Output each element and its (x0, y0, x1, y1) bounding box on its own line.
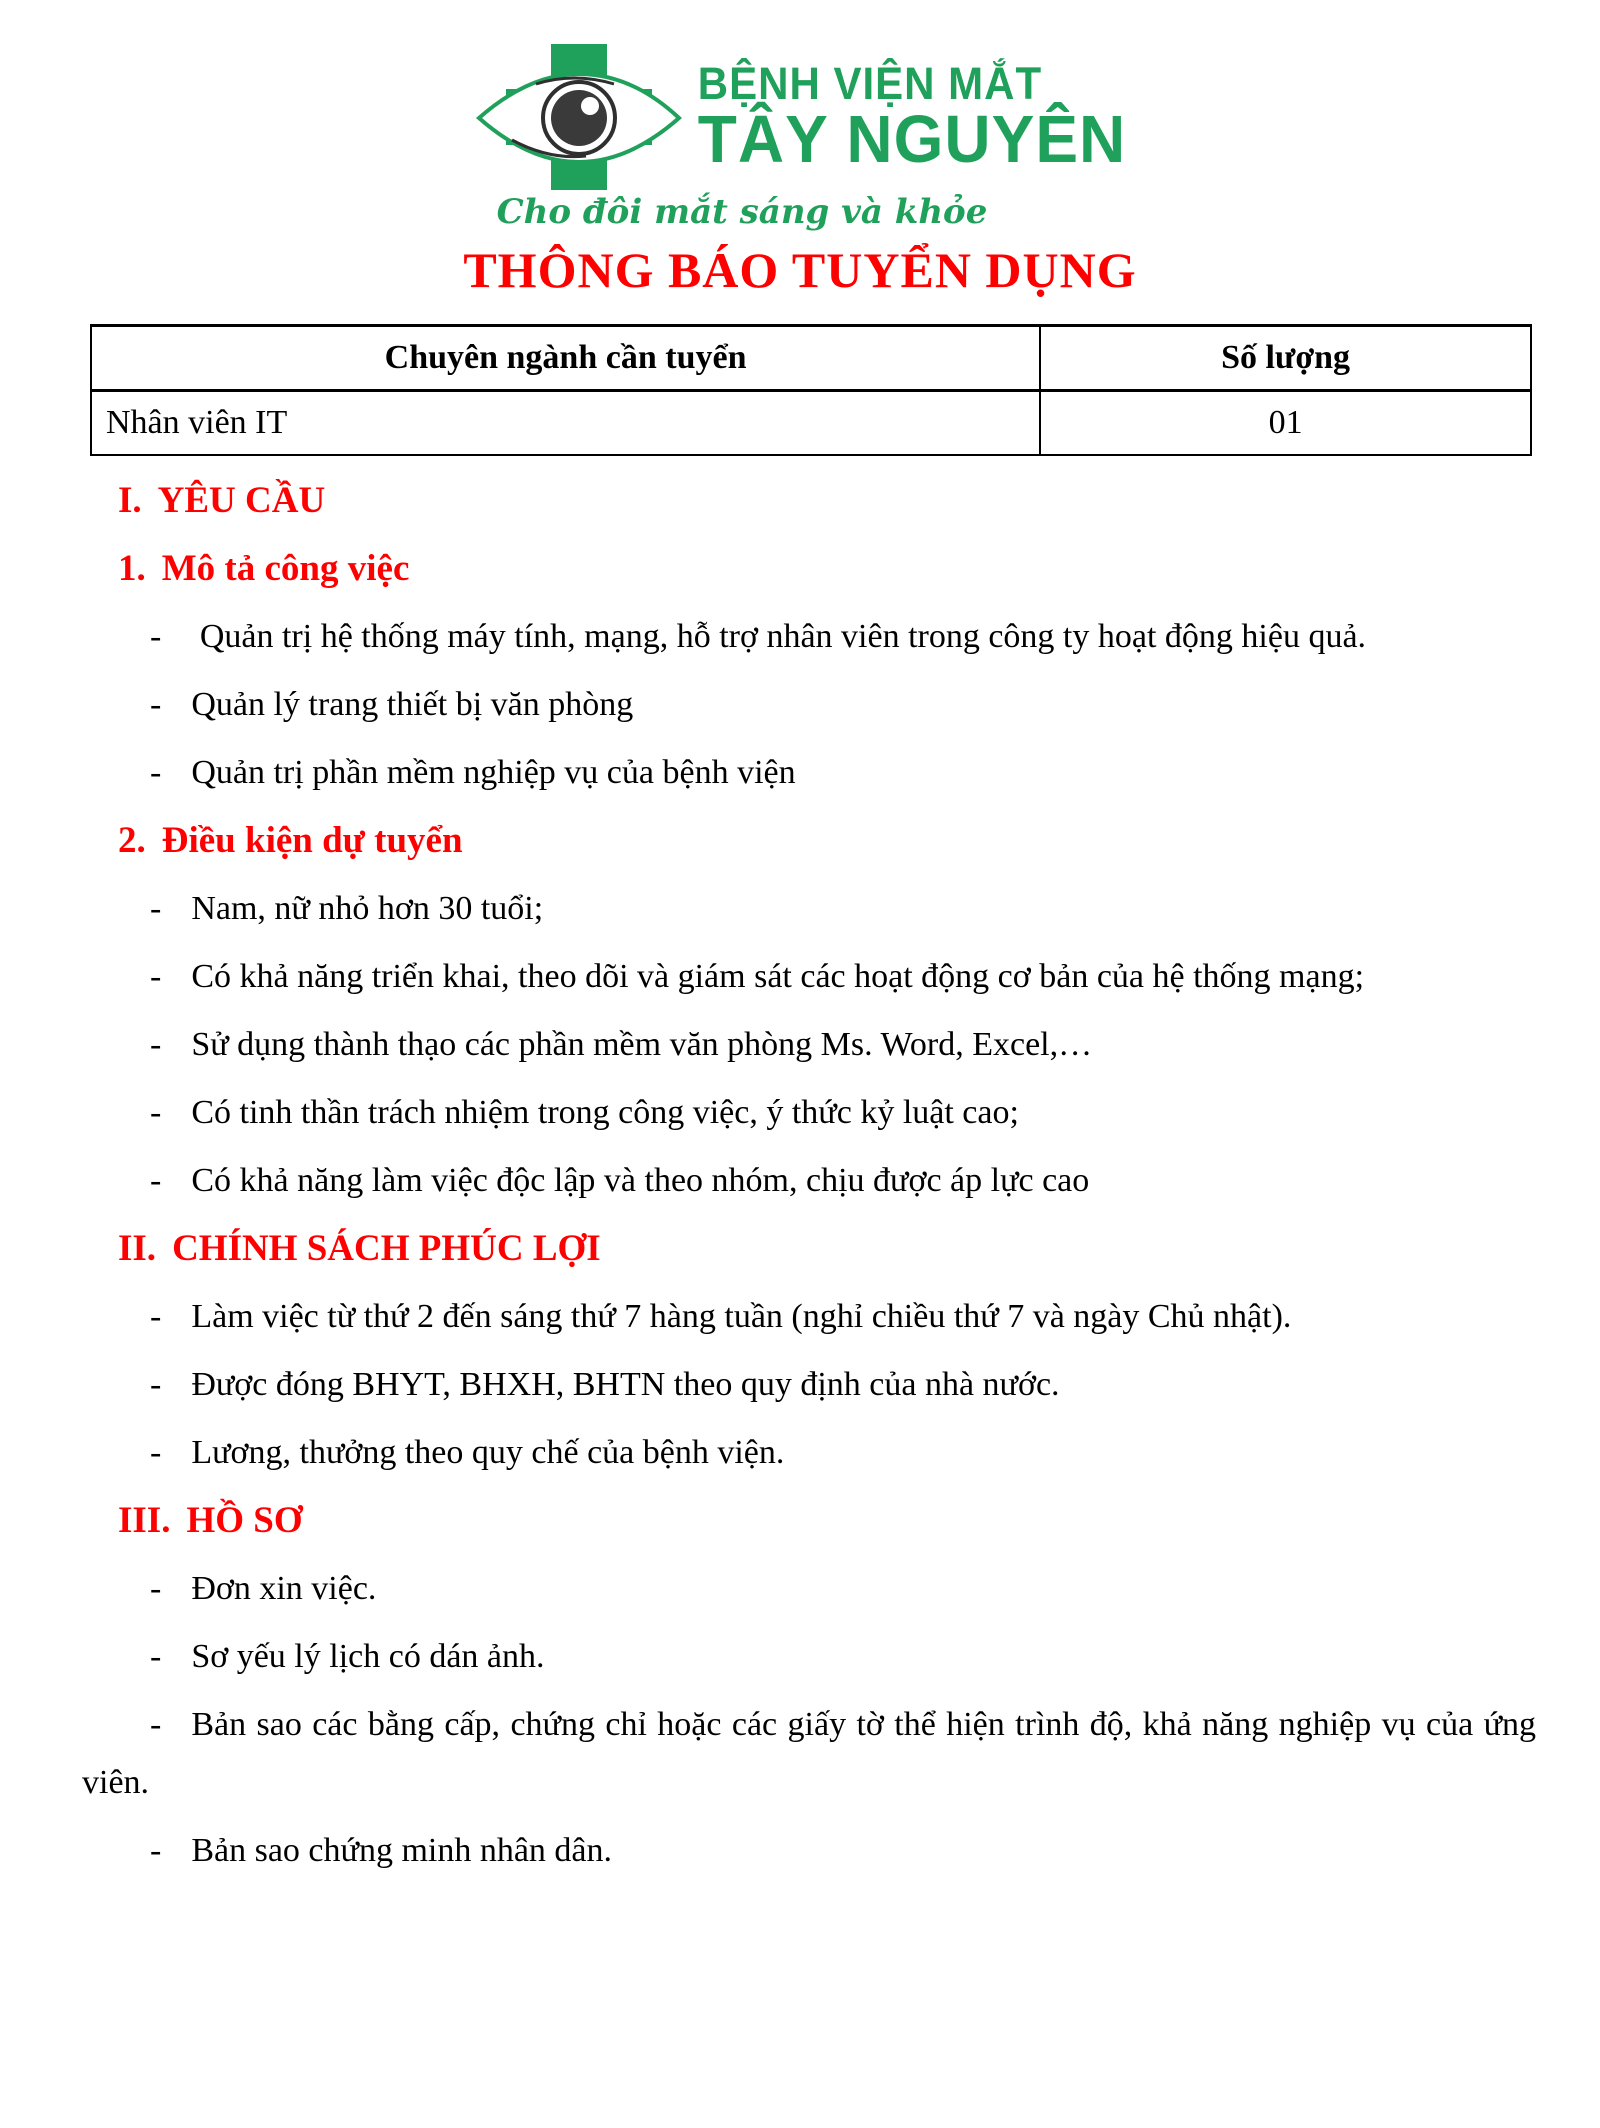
section-number: II. (118, 1228, 157, 1269)
bullet-dash: - (150, 1026, 162, 1063)
list-item-text: Quản lý trang thiết bị văn phòng (191, 686, 634, 723)
subsection-number: 2. (118, 820, 146, 861)
list-item-text: Sơ yếu lý lịch có dán ảnh. (191, 1638, 545, 1675)
document-body (82, 472, 1536, 1880)
section-label: CHÍNH SÁCH PHÚC LỢI (172, 1228, 601, 1269)
hospital-logo (0, 0, 1600, 232)
list-item-text: Lương, thưởng theo quy chế của bệnh viện. (191, 1434, 785, 1471)
list-item (82, 1016, 1536, 1074)
bullet-dash: - (150, 1638, 162, 1675)
list-item (82, 1084, 1536, 1142)
section-number: I. (118, 480, 142, 521)
list-item-text: Nam, nữ nhỏ hơn 30 tuổi; (191, 890, 544, 927)
list-item-text: Sử dụng thành thạo các phần mềm văn phòng Ms. Word, Excel,… (191, 1026, 1093, 1063)
list-item-text: Quản trị hệ thống máy tính, mạng, hỗ trợ nhân viên trong công ty hoạt động hiệu quả. (191, 618, 1367, 655)
hospital-tagline: Cho đôi mắt sáng và khỏe (496, 192, 988, 232)
column-header-quantity: Số lượng (1040, 326, 1531, 391)
subsection-number: 1. (118, 548, 146, 589)
vacancy-table (90, 324, 1532, 456)
bullet-dash: - (150, 1094, 162, 1131)
bullet-dash: - (150, 1162, 162, 1199)
bullet-dash: - (150, 1570, 162, 1607)
bullet-dash: - (150, 686, 162, 723)
subsection-heading-job-description (118, 540, 1536, 598)
list-item-text: Bản sao các bằng cấp, chứng chỉ hoặc các giấy tờ thể hiện trình độ, khả năng nghiệp vụ của ứng viên. (82, 1706, 1536, 1801)
hospital-name-line1: BỆNH VIỆN MẮT (697, 58, 1043, 109)
table-header-row (91, 326, 1531, 391)
list-item-text: Quản trị phần mềm nghiệp vụ của bệnh viện (191, 754, 796, 791)
list-item (82, 948, 1536, 1006)
bullet-dash: - (150, 754, 162, 791)
eye-cross-icon (474, 44, 684, 190)
cell-quantity: 01 (1040, 391, 1531, 456)
list-item-text: Bản sao chứng minh nhân dân. (191, 1832, 613, 1869)
subsection-label: Mô tả công việc (161, 548, 410, 589)
section-number: III. (118, 1500, 171, 1541)
bullet-dash: - (150, 1298, 162, 1335)
list-item (82, 1424, 1536, 1482)
list-item (82, 1628, 1536, 1686)
list-item (82, 676, 1536, 734)
section-heading-benefits (118, 1220, 1536, 1278)
column-header-specialty: Chuyên ngành cần tuyển (91, 326, 1040, 391)
section-label: YÊU CẦU (157, 480, 326, 521)
list-item (82, 1822, 1536, 1880)
bullet-dash: - (150, 1706, 162, 1743)
list-item (82, 1356, 1536, 1414)
cell-specialty: Nhân viên IT (91, 391, 1040, 456)
subsection-heading-conditions (118, 812, 1536, 870)
section-heading-documents (118, 1492, 1536, 1550)
list-item (82, 1152, 1536, 1210)
list-item-text: Có tinh thần trách nhiệm trong công việc, ý thức kỷ luật cao; (191, 1094, 1019, 1131)
subsection-label: Điều kiện dự tuyển (161, 820, 463, 861)
list-item-text: Đơn xin việc. (191, 1570, 377, 1607)
page-title: THÔNG BÁO TUYỂN DỤNG (463, 242, 1137, 298)
section-label: HỒ SƠ (186, 1500, 303, 1541)
list-item (82, 608, 1536, 666)
eye-icon (474, 70, 684, 166)
bullet-dash: - (150, 1832, 162, 1869)
section-heading-requirements (118, 472, 1536, 530)
list-item (82, 744, 1536, 802)
hospital-name-line2: TÂY NGUYÊN (697, 101, 1127, 177)
bullet-dash: - (150, 1366, 162, 1403)
list-item (82, 1288, 1536, 1346)
bullet-dash: - (150, 890, 162, 927)
bullet-dash: - (150, 618, 162, 655)
bullet-dash: - (150, 958, 162, 995)
list-item-text: Có khả năng triển khai, theo dõi và giám sát các hoạt động cơ bản của hệ thống mạng; (191, 958, 1365, 995)
list-item-text: Làm việc từ thứ 2 đến sáng thứ 7 hàng tuần (nghỉ chiều thứ 7 và ngày Chủ nhật). (191, 1298, 1292, 1335)
list-item-text: Được đóng BHYT, BHXH, BHTN theo quy định của nhà nước. (191, 1366, 1060, 1403)
bullet-dash: - (150, 1434, 162, 1471)
list-item-text: Có khả năng làm việc độc lập và theo nhóm, chịu được áp lực cao (191, 1162, 1090, 1199)
table-row (91, 391, 1531, 456)
list-item (82, 1560, 1536, 1618)
list-item (82, 1696, 1536, 1812)
list-item (82, 880, 1536, 938)
